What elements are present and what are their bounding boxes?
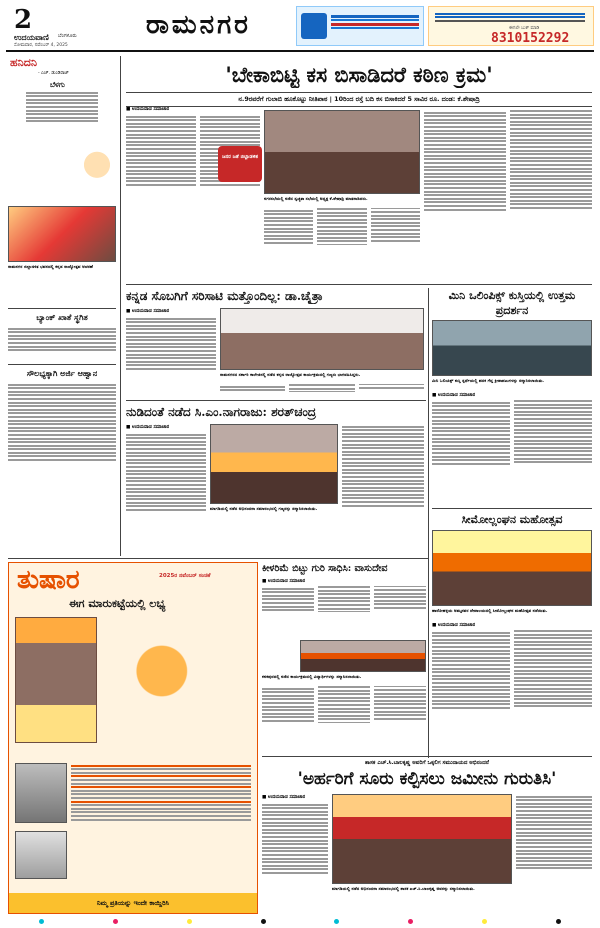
masthead-ad-left <box>296 6 424 46</box>
story6-headline: ಕೀಳರಿಮೆ ಬಿಟ್ಟು ಗುರಿ ಸಾಧಿಸಿ: ವಾಸುದೇವ <box>262 563 388 574</box>
thushara-issue: 2025ರ ನವೆಂಬರ್ ಸಂಚಿಕೆ <box>159 573 211 579</box>
registration-mark-icon <box>113 919 118 924</box>
story7-photo <box>332 794 512 884</box>
story3-byline: ■ ಉದಯವಾಣಿ ಸಮಾಚಾರ <box>126 425 170 430</box>
story7-byline: ■ ಉದಯವಾಣಿ ಸಮಾಚಾರ <box>262 795 306 800</box>
story5-headline: ಸೀಮೋಲ್ಲಂಘನ ಮಹೋತ್ಸವ <box>461 513 563 526</box>
story3-body-2 <box>342 424 424 554</box>
registration-mark-icon <box>39 919 44 924</box>
story5-body <box>432 630 592 756</box>
story7-body-2 <box>516 794 592 912</box>
registration-mark-icon <box>482 919 487 924</box>
rajyotsava-caption: ರಾಮನಗರ ಜಿಲ್ಲಾಡಳಿತ ಭವನದಲ್ಲಿ ಕನ್ನಡ ರಾಜ್ಯೋತ್ಸವ ಆಚರಣೆ <box>8 264 93 269</box>
story3-headline: ನುಡಿದಂತೆ ನಡೆದ ಸಿ.ಎಂ.ನಾಗರಾಜು: ಶರತ್‌ಚಂದ್ರ <box>126 405 317 419</box>
thushara-illustration <box>101 617 253 737</box>
side-item-application <box>8 368 116 508</box>
side-item-title: ಸೌಲಭ್ಯಕ್ಕಾಗಿ ಅರ್ಜಿ ಆಹ್ವಾನ <box>26 368 98 378</box>
print-registration-bar <box>8 918 592 924</box>
thushara-footer: ನಿಮ್ಮ ಪ್ರತಿಯನ್ನು ಇಂದೇ ಕಾಯ್ದಿರಿಸಿ <box>97 899 169 907</box>
story2-body <box>126 316 216 396</box>
story4-byline: ■ ಉದಯವಾಣಿ ಸಮಾಚಾರ <box>432 393 476 398</box>
lead-body-col4 <box>424 110 592 280</box>
registration-mark-icon <box>334 919 339 924</box>
date: ಸೋಮವಾರ, ನವೆಂಬರ್ 4, 2025 <box>14 43 68 48</box>
story4-headline: ಮಿನಿ ಒಲಿಂಪಿಕ್ಸ್ ಕುಸ್ತಿಯಲ್ಲಿ ಉತ್ತಮ ಪ್ರದರ್ಶನ <box>448 289 576 317</box>
masthead-ad-right <box>428 6 594 46</box>
lead-headline: 'ಬೇಕಾಬಿಟ್ಟಿ ಕಸ ಬಿಸಾಡಿದರೆ ಕಠಿಣ ಕ್ರಮ' <box>225 62 493 87</box>
story5-photo <box>432 530 592 606</box>
side-item-title: ಬ್ಯಾಂಕ್ ಖಾತೆ ಸ್ಥಗಿತ <box>36 312 88 322</box>
story3-body <box>126 432 206 554</box>
page-number: 2 <box>14 5 33 35</box>
stamp-text: ಜನರ ಜತೆ ಜಿಲ್ಲಾಡಳಿತ <box>222 154 258 160</box>
story7-body <box>262 802 328 912</box>
thushara-footer-bar <box>9 893 257 913</box>
story4-photo <box>432 320 592 376</box>
thushara-thumb <box>15 831 67 879</box>
story3-photo <box>210 424 338 504</box>
registration-mark-icon <box>408 919 413 924</box>
story2-byline: ■ ಉದಯವಾಣಿ ಸಮಾಚಾರ <box>126 309 170 314</box>
story3-photo-caption: ಮಾಗಡಿಯಲ್ಲಿ ನಡೆದ ಅಭಿನಂದನಾ ಸಮಾರಂಭದಲ್ಲಿ ಗಣ್ಯರನ್ನು ಸನ್ಮಾನಿಸಲಾಯಿತು. <box>210 506 318 511</box>
lead-photo-caption: ನಗರಸಭೆಯಲ್ಲಿ ನಡೆದ ಸ್ವಚ್ಛತಾ ಸಭೆಯಲ್ಲಿ ಅಧ್ಯಕ್ಷ ಕೆ.ಶೇಷಾದ್ರಿ ಮಾತನಾಡಿದರು. <box>264 196 368 201</box>
story5-byline: ■ ಉದಯವಾಣಿ ಸಮಾಚಾರ <box>432 623 476 628</box>
ad-tagline: ಈಗಲೇ ಬುಕ್ ಮಾಡಿ <box>509 26 540 31</box>
lead-body-col1 <box>126 114 196 224</box>
section-title: ರಾಮನಗರ <box>146 10 251 40</box>
story6-body <box>262 586 426 636</box>
story4-body <box>432 400 592 504</box>
masthead <box>6 6 594 48</box>
hanidani-column <box>8 56 116 306</box>
paper-name: ಉದಯವಾಣಿ <box>14 32 49 42</box>
column-author: - ಎಚ್. ಡುಂಡಿರಾಜ್ <box>38 71 69 76</box>
registration-mark-icon <box>556 919 561 924</box>
story2-photo <box>220 308 424 370</box>
lead-photo <box>264 110 420 194</box>
story2-body-2 <box>220 384 424 398</box>
thushara-cover <box>15 617 97 743</box>
lead-byline: ■ ಉದಯವಾಣಿ ಸಮಾಚಾರ <box>126 107 170 112</box>
story6-byline: ■ ಉದಯವಾಣಿ ಸಮಾಚಾರ <box>262 579 306 584</box>
registration-mark-icon <box>187 919 192 924</box>
author-caricature <box>80 148 114 204</box>
side-item-bank <box>8 312 116 362</box>
story6-body-2 <box>262 686 426 752</box>
story4-photo-caption: ಮಿನಿ ಒಲಿಂಪಿಕ್ಸ್ ಕುಸ್ತಿ ಸ್ಪರ್ಧೆಯಲ್ಲಿ ಪದಕ ಗೆದ್ದ ಕ್ರೀಡಾಪಟುಗಳನ್ನು ಸನ್ಮಾನಿಸಲಾಯಿತು. <box>432 378 545 383</box>
thushara-portrait <box>15 763 67 823</box>
poem-text <box>26 90 98 140</box>
column-brand: ಹನಿದನಿ <box>10 56 37 69</box>
registration-mark-icon <box>261 919 266 924</box>
story7-kicker: ಶಾಸಕ ಎಚ್.ಸಿ.ಬಾಲಕೃಷ್ಣ ಅವರಿಗೆ ಒಕ್ಕಲಿಗ ಸಮುದಾಯದ ಅಭಿನಂದನೆ <box>365 760 489 766</box>
story7-photo-caption: ಮಾಗಡಿಯಲ್ಲಿ ನಡೆದ ಅಭಿನಂದನಾ ಸಮಾರಂಭದಲ್ಲಿ ಶಾಸಕ ಎಚ್.ಸಿ.ಬಾಲಕೃಷ್ಣ ಅವರನ್ನು ಸನ್ಮಾನಿಸಲಾಯಿತು. <box>332 886 475 891</box>
story2-headline: ಕನ್ನಡ ಸೊಬಗಿಗೆ ಸರಿಸಾಟಿ ಮತ್ತೊಂದಿಲ್ಲ: ಡಾ.ಚೈತ್ರಾ <box>126 289 323 303</box>
lead-stamp <box>218 146 262 182</box>
lead-body-col3 <box>264 208 420 280</box>
story6-photo <box>300 640 426 672</box>
thushara-blurbs <box>71 763 251 873</box>
thushara-title: ತುಷಾರ <box>17 565 80 595</box>
edition: ಬೆಂಗಳೂರು <box>58 33 77 39</box>
story6-photo-caption: ಕನಕಪುರದಲ್ಲಿ ನಡೆದ ಕಾರ್ಯಕ್ರಮದಲ್ಲಿ ವಿದ್ಯಾರ್ಥಿಗಳನ್ನು ಸನ್ಮಾನಿಸಲಾಯಿತು. <box>262 674 362 679</box>
ad-phone: 8310152292 <box>491 31 570 46</box>
ad-logo-icon <box>301 13 327 39</box>
story2-photo-caption: ರಾಮನಗರದ ಸರ್ಕಾರಿ ಕಾಲೇಜಿನಲ್ಲಿ ನಡೆದ ಕನ್ನಡ ರಾಜ್ಯೋತ್ಸವ ಕಾರ್ಯಕ್ರಮದಲ್ಲಿ ಗಣ್ಯರು ಭಾಗವಹಿಸಿದ್ದರು. <box>220 372 361 377</box>
thushara-ad <box>8 562 258 914</box>
lead-subheadline: ನ.9ರವರೆಗೆ ಗುಲಾಬಿ ಹೂಕೊಟ್ಟು ನೀತಿಪಾಠ | 10ರಿಂದ ರಸ್ತೆ ಬದಿ ಕಸ ಬಿಸಾಕಿದರೆ 5 ಸಾವಿರ ರೂ. ದಂಡ: ಕೆ.ಶೇಷಾದ್ರಿ <box>126 92 592 107</box>
poem-title: ಬೆಳಗು <box>50 80 65 89</box>
story5-photo-caption: ಹಾರೋಹಳ್ಳಿಯ ಅಮ್ಮನವರ ದೇವಾಲಯದಲ್ಲಿ ಸೀಮೋಲ್ಲಂಘನ ಮಹೋತ್ಸವ ನಡೆಯಿತು. <box>432 608 548 613</box>
story7-headline: 'ಅರ್ಹರಿಗೆ ಸೂರು ಕಲ್ಪಿಸಲು ಜಮೀನು ಗುರುತಿಸಿ' <box>297 769 557 789</box>
thushara-tagline: ಈಗ ಮಾರುಕಟ್ಟೆಯಲ್ಲಿ ಲಭ್ಯ <box>69 597 166 610</box>
rajyotsava-photo <box>8 206 116 262</box>
